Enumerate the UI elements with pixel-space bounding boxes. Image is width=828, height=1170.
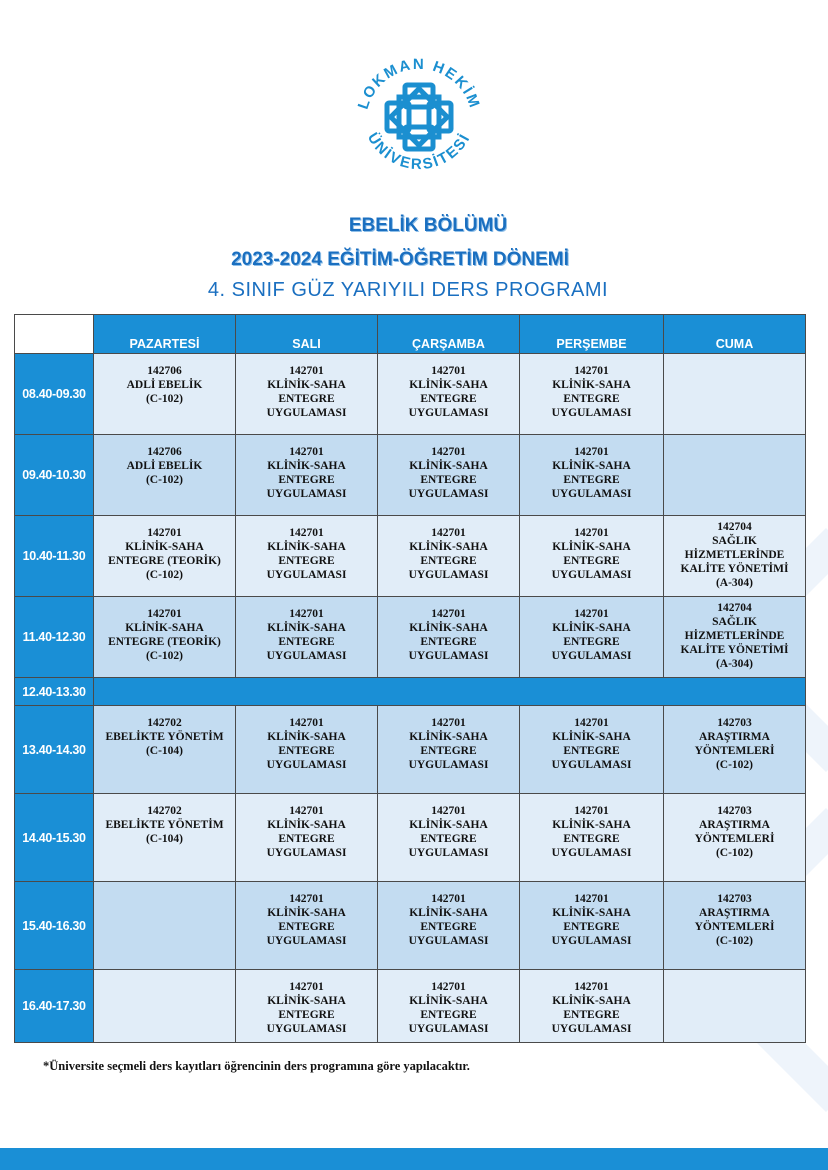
course-cell (664, 970, 806, 1043)
course-text: UYGULAMASI (551, 569, 632, 581)
course-text: ENTEGRE (420, 921, 477, 933)
course-cell (664, 794, 806, 882)
course-text: ENTEGRE (563, 745, 620, 757)
course-cell (664, 354, 806, 435)
course-text: UYGULAMASI (266, 759, 347, 771)
time-slot: 10.40-11.30 (15, 516, 94, 597)
course-text: KLİNİK-SAHA (267, 622, 346, 634)
course-cell (236, 435, 378, 516)
course-code: 142701 (574, 805, 609, 817)
course-code: 142702 (147, 717, 182, 729)
course-text: SAĞLIK (712, 616, 757, 628)
course-text: UYGULAMASI (551, 759, 632, 771)
course-text: ENTEGRE (278, 393, 335, 405)
course-code: 142706 (147, 365, 182, 377)
course-cell (378, 794, 520, 882)
course-cell (520, 516, 664, 597)
course-text: EBELİKTE YÖNETİM (105, 731, 224, 743)
course-code: 142701 (431, 608, 466, 620)
course-code: 142701 (431, 805, 466, 817)
day-header: CUMA (664, 315, 806, 354)
course-code: 142701 (574, 893, 609, 905)
course-text: KLİNİK-SAHA (409, 379, 488, 391)
course-code: 142701 (147, 608, 182, 620)
course-text: (C-102) (145, 569, 184, 581)
footnote: *Üniversite seçmeli ders kayıtları öğrencinin ders programına göre yapılacaktır. (43, 1059, 470, 1073)
course-text: KLİNİK-SAHA (409, 622, 488, 634)
course-text: KLİNİK-SAHA (552, 460, 631, 472)
schedule-row (15, 882, 806, 970)
course-cell (94, 516, 236, 597)
logo-top-text: LOKMAN HEKİM (354, 55, 484, 112)
time-slot: 16.40-17.30 (15, 970, 94, 1043)
course-text: KLİNİK-SAHA (267, 995, 346, 1007)
course-code: 142701 (574, 365, 609, 377)
course-code: 142706 (147, 446, 182, 458)
course-text: (C-102) (715, 847, 754, 859)
course-code: 142701 (574, 527, 609, 539)
university-logo (344, 42, 494, 192)
course-text: UYGULAMASI (408, 847, 489, 859)
course-text: ENTEGRE (420, 393, 477, 405)
course-code: 142701 (289, 981, 324, 993)
bottom-bar (0, 1148, 828, 1170)
course-cell (520, 354, 664, 435)
course-text: ENTEGRE (420, 474, 477, 486)
course-cell (94, 435, 236, 516)
day-header: SALI (236, 315, 378, 354)
course-text: KLİNİK-SAHA (267, 907, 346, 919)
course-text: (C-104) (145, 833, 184, 845)
course-text: UYGULAMASI (408, 935, 489, 947)
time-slot: 12.40-13.30 (15, 678, 94, 706)
course-cell (378, 882, 520, 970)
course-text: KLİNİK-SAHA (125, 541, 204, 553)
course-text: (C-102) (715, 935, 754, 947)
course-text: ENTEGRE (420, 636, 477, 648)
course-text: ADLİ EBELİK (126, 379, 203, 391)
course-text: (C-104) (145, 745, 184, 757)
course-code: 142701 (574, 717, 609, 729)
course-code: 142701 (431, 981, 466, 993)
course-text: HİZMETLERİNDE (684, 630, 785, 642)
course-cell (94, 706, 236, 794)
course-cell (664, 435, 806, 516)
course-cell (378, 354, 520, 435)
course-text: UYGULAMASI (408, 569, 489, 581)
course-text: UYGULAMASI (551, 935, 632, 947)
course-text: HİZMETLERİNDE (684, 549, 785, 561)
course-cell (236, 970, 378, 1043)
course-cell (520, 882, 664, 970)
course-code: 142704 (717, 521, 752, 533)
course-text: KLİNİK-SAHA (267, 541, 346, 553)
course-text: KLİNİK-SAHA (267, 731, 346, 743)
course-cell (236, 516, 378, 597)
program-title: 4. SINIF GÜZ YARIYILI DERS PROGRAMI (207, 279, 609, 301)
schedule-row (15, 678, 806, 706)
course-text: SAĞLIK (712, 535, 757, 547)
course-text: ENTEGRE (420, 745, 477, 757)
course-code: 142701 (574, 981, 609, 993)
course-cell (378, 706, 520, 794)
course-text: UYGULAMASI (551, 847, 632, 859)
course-cell (94, 794, 236, 882)
course-text: KLİNİK-SAHA (409, 731, 488, 743)
course-text: (C-102) (145, 650, 184, 662)
course-text: YÖNTEMLERİ (694, 833, 775, 845)
course-code: 142701 (431, 446, 466, 458)
course-code: 142704 (717, 602, 752, 614)
schedule-row (15, 794, 806, 882)
course-text: ENTEGRE (420, 555, 477, 567)
course-cell (94, 970, 236, 1043)
schedule-table (14, 314, 806, 1043)
course-text: ENTEGRE (278, 921, 335, 933)
course-code: 142701 (431, 365, 466, 377)
day-header: PERŞEMBE (520, 315, 664, 354)
course-cell (236, 794, 378, 882)
schedule-row (15, 597, 806, 678)
course-text: UYGULAMASI (266, 847, 347, 859)
course-cell (378, 435, 520, 516)
schedule-row (15, 970, 806, 1043)
day-header: PAZARTESİ (94, 315, 236, 354)
course-cell (236, 882, 378, 970)
course-text: UYGULAMASI (551, 407, 632, 419)
course-text: KLİNİK-SAHA (267, 460, 346, 472)
course-text: ENTEGRE (TEORİK) (108, 636, 221, 648)
course-text: ENTEGRE (278, 833, 335, 845)
course-text: ENTEGRE (420, 1009, 477, 1021)
course-text: (C-102) (145, 474, 184, 486)
course-text: KLİNİK-SAHA (552, 379, 631, 391)
course-text: ENTEGRE (563, 833, 620, 845)
time-slot: 13.40-14.30 (15, 706, 94, 794)
course-text: UYGULAMASI (266, 650, 347, 662)
course-text: ARAŞTIRMA (699, 819, 770, 831)
course-cell (94, 354, 236, 435)
course-code: 142701 (289, 365, 324, 377)
course-text: UYGULAMASI (266, 569, 347, 581)
course-text: KLİNİK-SAHA (409, 907, 488, 919)
course-code: 142701 (289, 608, 324, 620)
time-slot: 15.40-16.30 (15, 882, 94, 970)
course-text: KLİNİK-SAHA (125, 622, 204, 634)
course-code: 142701 (289, 717, 324, 729)
course-text: KLİNİK-SAHA (409, 995, 488, 1007)
course-text: ENTEGRE (278, 1009, 335, 1021)
course-code: 142703 (717, 893, 752, 905)
department-title: EBELİK BÖLÜMÜ (348, 215, 508, 236)
course-cell (664, 597, 806, 678)
course-text: KLİNİK-SAHA (552, 541, 631, 553)
course-text: ENTEGRE (278, 555, 335, 567)
course-text: UYGULAMASI (408, 407, 489, 419)
course-text: UYGULAMASI (551, 488, 632, 500)
course-code: 142701 (289, 893, 324, 905)
course-code: 142701 (147, 527, 182, 539)
course-cell (664, 706, 806, 794)
course-code: 142701 (574, 446, 609, 458)
course-text: KALİTE YÖNETİMİ (680, 644, 789, 656)
course-text: KLİNİK-SAHA (552, 819, 631, 831)
course-text: KLİNİK-SAHA (552, 907, 631, 919)
time-slot: 11.40-12.30 (15, 597, 94, 678)
course-text: YÖNTEMLERİ (694, 921, 775, 933)
course-text: KLİNİK-SAHA (552, 622, 631, 634)
course-text: (A-304) (715, 658, 754, 670)
schedule-row (15, 516, 806, 597)
course-text: ENTEGRE (420, 833, 477, 845)
course-cell (94, 882, 236, 970)
course-cell (520, 706, 664, 794)
course-text: UYGULAMASI (408, 1023, 489, 1035)
course-cell (520, 970, 664, 1043)
course-cell (236, 597, 378, 678)
schedule-row (15, 435, 806, 516)
course-text: UYGULAMASI (408, 650, 489, 662)
course-text: KLİNİK-SAHA (409, 819, 488, 831)
schedule-row (15, 706, 806, 794)
course-cell (520, 597, 664, 678)
schedule-header-row (15, 315, 806, 354)
course-text: ENTEGRE (278, 474, 335, 486)
course-cell (520, 794, 664, 882)
course-cell (236, 706, 378, 794)
course-cell (378, 970, 520, 1043)
course-text: UYGULAMASI (551, 650, 632, 662)
course-text: KLİNİK-SAHA (552, 995, 631, 1007)
course-cell (520, 435, 664, 516)
course-text: ENTEGRE (563, 1009, 620, 1021)
course-text: KLİNİK-SAHA (409, 460, 488, 472)
course-text: UYGULAMASI (266, 407, 347, 419)
course-code: 142701 (574, 608, 609, 620)
course-text: UYGULAMASI (266, 935, 347, 947)
course-cell (378, 516, 520, 597)
day-header: ÇARŞAMBA (378, 315, 520, 354)
schedule-row (15, 354, 806, 435)
course-code: 142703 (717, 717, 752, 729)
course-code: 142703 (717, 805, 752, 817)
course-code: 142701 (431, 893, 466, 905)
course-text: UYGULAMASI (266, 1023, 347, 1035)
course-code: 142702 (147, 805, 182, 817)
course-code: 142701 (289, 527, 324, 539)
course-code: 142701 (431, 527, 466, 539)
course-text: UYGULAMASI (408, 488, 489, 500)
course-text: UYGULAMASI (551, 1023, 632, 1035)
course-text: (C-102) (715, 759, 754, 771)
course-text: (C-102) (145, 393, 184, 405)
course-text: ENTEGRE (563, 636, 620, 648)
course-text: ENTEGRE (TEORİK) (108, 555, 221, 567)
course-text: UYGULAMASI (266, 488, 347, 500)
course-text: KALİTE YÖNETİMİ (680, 563, 789, 575)
time-slot: 08.40-09.30 (15, 354, 94, 435)
course-text: ADLİ EBELİK (126, 460, 203, 472)
course-code: 142701 (289, 805, 324, 817)
course-text: ENTEGRE (563, 393, 620, 405)
course-cell (664, 516, 806, 597)
lunch-break-cell (94, 678, 806, 706)
course-text: KLİNİK-SAHA (552, 731, 631, 743)
course-text: ENTEGRE (563, 555, 620, 567)
course-code: 142701 (431, 717, 466, 729)
time-slot: 14.40-15.30 (15, 794, 94, 882)
course-cell (378, 597, 520, 678)
logo-bottom-text: ÜNİVERSİTESİ (363, 129, 475, 174)
header-corner (15, 315, 94, 354)
course-text: ARAŞTIRMA (699, 907, 770, 919)
term-title: 2023-2024 EĞİTİM-ÖĞRETİM DÖNEMİ (231, 249, 569, 270)
time-slot: 09.40-10.30 (15, 435, 94, 516)
course-text: UYGULAMASI (408, 759, 489, 771)
course-text: ENTEGRE (278, 745, 335, 757)
course-text: KLİNİK-SAHA (267, 379, 346, 391)
course-text: ARAŞTIRMA (699, 731, 770, 743)
course-text: ENTEGRE (278, 636, 335, 648)
course-text: EBELİKTE YÖNETİM (105, 819, 224, 831)
course-text: ENTEGRE (563, 474, 620, 486)
course-text: YÖNTEMLERİ (694, 745, 775, 757)
course-text: KLİNİK-SAHA (267, 819, 346, 831)
course-cell (236, 354, 378, 435)
course-text: (A-304) (715, 577, 754, 589)
course-cell (94, 597, 236, 678)
course-cell (664, 882, 806, 970)
course-text: ENTEGRE (563, 921, 620, 933)
course-code: 142701 (289, 446, 324, 458)
course-text: KLİNİK-SAHA (409, 541, 488, 553)
